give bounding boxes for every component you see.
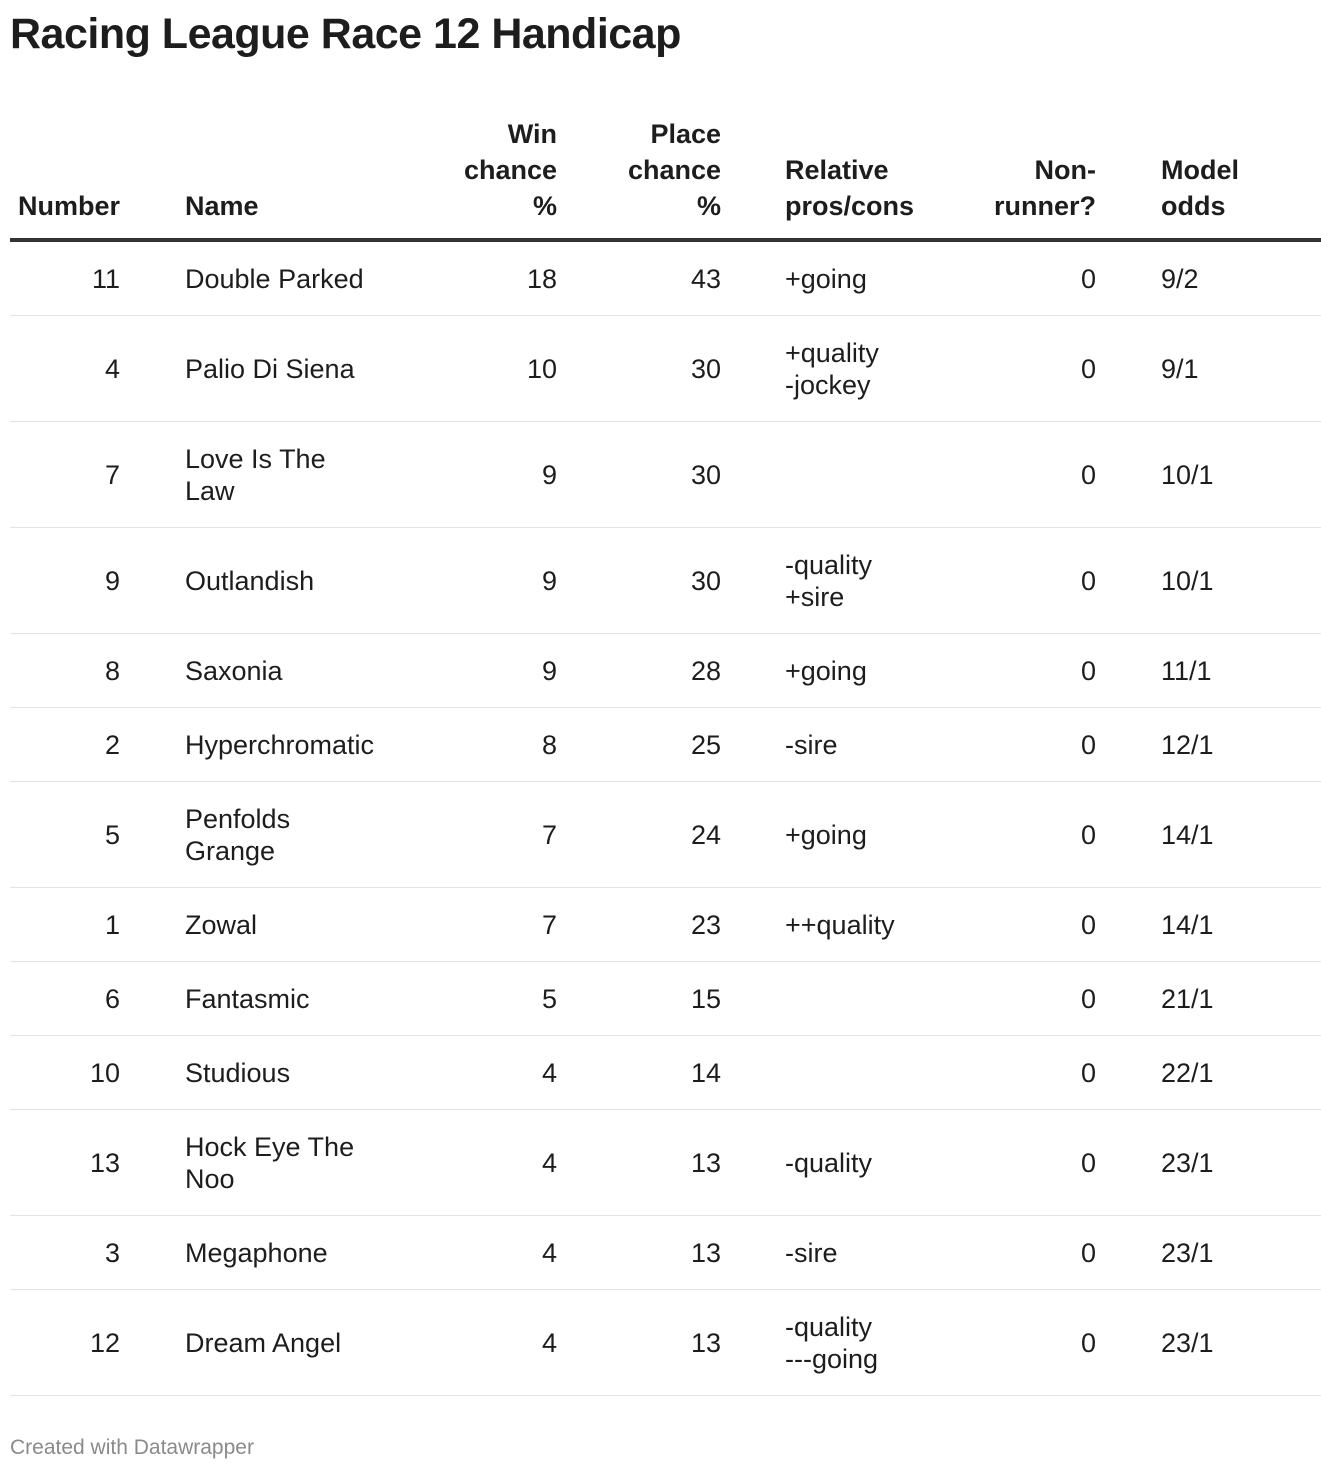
cell-pros-cons: +quality -jockey — [721, 316, 960, 422]
cell-number: 2 — [10, 708, 185, 782]
cell-non-runner: 0 — [960, 1110, 1096, 1216]
cell-win-chance: 10 — [395, 316, 557, 422]
cell-model-odds: 14/1 — [1096, 888, 1321, 962]
cell-win-chance: 4 — [395, 1110, 557, 1216]
cell-non-runner: 0 — [960, 708, 1096, 782]
cell-name: Outlandish — [185, 528, 395, 634]
cell-number: 1 — [10, 888, 185, 962]
cell-non-runner: 0 — [960, 1290, 1096, 1396]
cell-win-chance: 8 — [395, 708, 557, 782]
cell-model-odds: 23/1 — [1096, 1290, 1321, 1396]
cell-place-chance: 15 — [557, 962, 721, 1036]
cell-place-chance: 30 — [557, 528, 721, 634]
cell-pros-cons: -quality ---going — [721, 1290, 960, 1396]
cell-win-chance: 9 — [395, 634, 557, 708]
cell-number: 6 — [10, 962, 185, 1036]
cell-win-chance: 4 — [395, 1216, 557, 1290]
column-header-pros-cons[interactable]: Relative pros/cons — [721, 112, 960, 240]
cell-pros-cons: +going — [721, 782, 960, 888]
cell-name: Hock Eye The Noo — [185, 1110, 395, 1216]
cell-win-chance: 9 — [395, 422, 557, 528]
cell-name: Dream Angel — [185, 1290, 395, 1396]
cell-name: Zowal — [185, 888, 395, 962]
cell-model-odds: 12/1 — [1096, 708, 1321, 782]
column-header-name[interactable]: Name — [185, 112, 395, 240]
cell-non-runner: 0 — [960, 962, 1096, 1036]
cell-number: 5 — [10, 782, 185, 888]
cell-model-odds: 10/1 — [1096, 422, 1321, 528]
column-header-non-runner[interactable]: Non- runner? — [960, 112, 1096, 240]
cell-number: 3 — [10, 1216, 185, 1290]
cell-place-chance: 28 — [557, 634, 721, 708]
table-container — [10, 112, 1239, 1396]
cell-model-odds: 21/1 — [1096, 962, 1321, 1036]
cell-number: 13 — [10, 1110, 185, 1216]
cell-number: 12 — [10, 1290, 185, 1396]
table-row — [10, 962, 1321, 1036]
cell-non-runner: 0 — [960, 782, 1096, 888]
cell-name: Love Is The Law — [185, 422, 395, 528]
cell-number: 7 — [10, 422, 185, 528]
cell-name: Palio Di Siena — [185, 316, 395, 422]
cell-non-runner: 0 — [960, 634, 1096, 708]
cell-place-chance: 30 — [557, 422, 721, 528]
table-row — [10, 1216, 1321, 1290]
cell-pros-cons: ++quality — [721, 888, 960, 962]
cell-number: 11 — [10, 240, 185, 316]
cell-pros-cons — [721, 1036, 960, 1110]
cell-win-chance: 7 — [395, 888, 557, 962]
cell-number: 9 — [10, 528, 185, 634]
cell-number: 10 — [10, 1036, 185, 1110]
cell-model-odds: 22/1 — [1096, 1036, 1321, 1110]
table-row — [10, 1290, 1321, 1396]
table-row — [10, 316, 1321, 422]
cell-win-chance: 4 — [395, 1036, 557, 1110]
cell-pros-cons: +going — [721, 240, 960, 316]
cell-pros-cons: -quality — [721, 1110, 960, 1216]
cell-win-chance: 9 — [395, 528, 557, 634]
column-header-number[interactable]: Number — [10, 112, 185, 240]
cell-pros-cons: +going — [721, 634, 960, 708]
table-row — [10, 634, 1321, 708]
cell-win-chance: 4 — [395, 1290, 557, 1396]
column-header-place-chance[interactable]: Place chance % — [557, 112, 721, 240]
cell-model-odds: 9/1 — [1096, 316, 1321, 422]
cell-name: Penfolds Grange — [185, 782, 395, 888]
cell-name: Saxonia — [185, 634, 395, 708]
table-row — [10, 708, 1321, 782]
cell-place-chance: 30 — [557, 316, 721, 422]
cell-name: Fantasmic — [185, 962, 395, 1036]
table-row — [10, 1036, 1321, 1110]
table-row — [10, 888, 1321, 962]
cell-non-runner: 0 — [960, 1036, 1096, 1110]
footer-credit: Created with Datawrapper — [10, 1436, 254, 1459]
table-row — [10, 422, 1321, 528]
cell-name: Double Parked — [185, 240, 395, 316]
cell-name: Megaphone — [185, 1216, 395, 1290]
cell-model-odds: 14/1 — [1096, 782, 1321, 888]
cell-non-runner: 0 — [960, 1216, 1096, 1290]
table-row — [10, 782, 1321, 888]
cell-win-chance: 5 — [395, 962, 557, 1036]
cell-non-runner: 0 — [960, 422, 1096, 528]
cell-non-runner: 0 — [960, 888, 1096, 962]
column-header-model-odds[interactable]: Model odds — [1096, 112, 1321, 240]
table-row — [10, 240, 1321, 316]
table-row — [10, 1110, 1321, 1216]
header-row — [10, 112, 1321, 240]
cell-place-chance: 43 — [557, 240, 721, 316]
cell-model-odds: 23/1 — [1096, 1110, 1321, 1216]
cell-name: Studious — [185, 1036, 395, 1110]
table-body — [10, 240, 1321, 1396]
cell-non-runner: 0 — [960, 316, 1096, 422]
cell-place-chance: 13 — [557, 1290, 721, 1396]
table-row — [10, 528, 1321, 634]
table-title: Racing League Race 12 Handicap — [10, 10, 681, 58]
cell-number: 4 — [10, 316, 185, 422]
cell-place-chance: 23 — [557, 888, 721, 962]
cell-model-odds: 23/1 — [1096, 1216, 1321, 1290]
cell-pros-cons: -sire — [721, 1216, 960, 1290]
cell-place-chance: 24 — [557, 782, 721, 888]
cell-name: Hyperchromatic — [185, 708, 395, 782]
cell-place-chance: 13 — [557, 1216, 721, 1290]
cell-place-chance: 25 — [557, 708, 721, 782]
cell-place-chance: 13 — [557, 1110, 721, 1216]
cell-place-chance: 14 — [557, 1036, 721, 1110]
cell-model-odds: 11/1 — [1096, 634, 1321, 708]
cell-non-runner: 0 — [960, 528, 1096, 634]
cell-model-odds: 9/2 — [1096, 240, 1321, 316]
cell-pros-cons: -quality +sire — [721, 528, 960, 634]
cell-pros-cons: -sire — [721, 708, 960, 782]
cell-non-runner: 0 — [960, 240, 1096, 316]
cell-win-chance: 7 — [395, 782, 557, 888]
race-table — [10, 112, 1321, 1396]
cell-pros-cons — [721, 422, 960, 528]
cell-model-odds: 10/1 — [1096, 528, 1321, 634]
cell-win-chance: 18 — [395, 240, 557, 316]
cell-number: 8 — [10, 634, 185, 708]
cell-pros-cons — [721, 962, 960, 1036]
column-header-win-chance[interactable]: Win chance % — [395, 112, 557, 240]
